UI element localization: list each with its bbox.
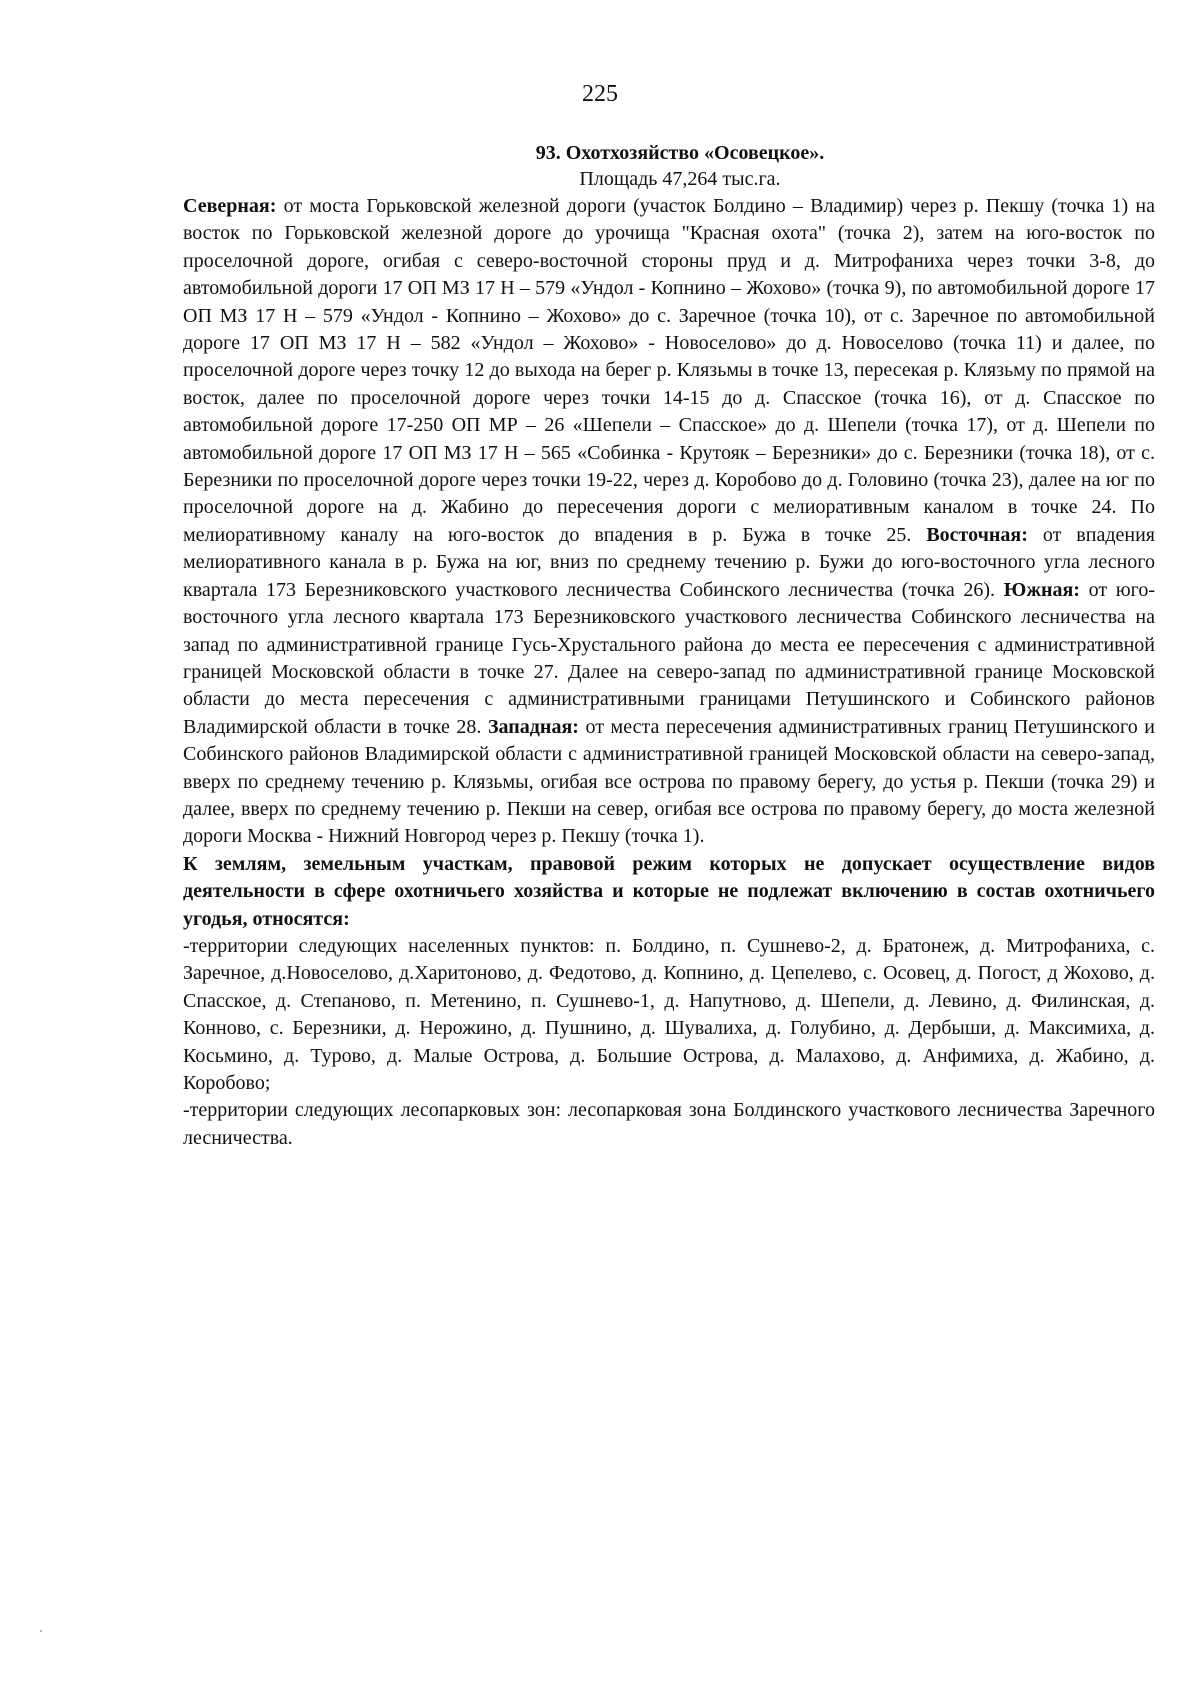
north-boundary-label: Северная: xyxy=(183,195,277,217)
section-title: 93. Охотхозяйство «Осовецкое». xyxy=(535,142,825,164)
south-boundary-text: от юго-восточного угла лесного квартала 173 Березниковского участкового лесничества Собинского лесничества на запад по административной границе Гусь-Хрустального района до места ее пересечения с административной границей Московской области в точке 27. Далее на северо-запад по административной границе Московской области до места пересечения с административными границами Петушинского и Собинского районов Владимирской области в точке 28. xyxy=(183,578,1155,738)
boundary-description xyxy=(183,193,1155,1152)
page-number: 225 xyxy=(582,81,618,107)
west-boundary-label: Западная: xyxy=(487,715,579,738)
restrictions-heading: К землям, земельным участкам, правовой режим которых не допускает осуществление видов деятельности в сфере охотничьего хозяйства и которые не подлежат включению в состав охотничьего угодья, относятся: xyxy=(183,852,1155,930)
area-line: Площадь 47,264 тыс.га. xyxy=(579,168,781,190)
east-boundary-text: от впадения мелиоративного канала в р. Бужа на юг, вниз по среднему течению р. Бужи до юго-восточного угла лесного квартала 173 Березниковского участкового лесничества Собинского лесничества (точка 26). xyxy=(183,523,1155,601)
south-boundary-label: Южная: xyxy=(1003,578,1080,601)
east-boundary-label: Восточная: xyxy=(926,523,1028,546)
restriction-item-settlements: -территории следующих населенных пунктов: п. Болдино, п. Сушнево-2, д. Братонеж, д. Митрофаниха, с. Заречное, д.Новоселово, д.Харитоново, д. Федотово, д. Копнино, д. Цепелево, с. Осовец, д. Погост, д Жохово, д. Спасское, д. Степаново, п. Метенино, п. Сушнево-1, д. Напутново, д. Шепели, д. Левино, д. Филинская, д. Конново, с. Березники, д. Нерожино, д. Пушнино, д. Шувалиха, д. Голубино, д. Дербыши, д. Максимиха, д. Косьмино, д. Турово, д. Малые Острова, д. Большие Острова, д. Малахово, д. Анфимиха, д. Жабино, д. Коробово; xyxy=(183,934,1155,1094)
scan-artifact xyxy=(40,1630,42,1632)
north-boundary-text: от моста Горьковской железной дороги (участок Болдино – Владимир) через р. Пекшу (точка 1) на восток по Горьковской железной дороге до урочища "Красная охота" (точка 2), затем на юго-восток по проселочной дороге, огибая с северо-восточной стороны пруд и д. Митрофаниха через точки 3-8, до автомобильной дороги 17 ОП МЗ 17 Н – 579 «Ундол - Копнино – Жохово» (точка 9), по автомобильной дороге 17 ОП МЗ 17 Н – 579 «Ундол - Копнино – Жохово» до с. Заречное (точка 10), от с. Заречное по автомобильной дороге 17 ОП МЗ 17 Н – 582 «Ундол – Жохово» - Новоселово» до д. Новоселово (точка 11) и далее, по проселочной дороге через точку 12 до выхода на берег р. Клязьмы в точке 13, пересекая р. Клязьму по прямой на восток, далее по проселочной дороге через точки 14-15 до д. Спасское (точка 16), от д. Спасское по автомобильной дороге 17-250 ОП МР – 26 «Шепели – Спасское» до д. Шепели (точка 17), от д. Шепели по автомобильной дороге 17 ОП МЗ 17 Н – 565 «Собинка - Крутояк – Березники» до с. Березники (точка 18), от с. Березники по проселочной дороге через точки 19-22, через д. Коробово до д. Головино (точка 23), далее на юг по проселочной дороге на д. Жабино до пересечения дороги с мелиоративным каналом в точке 24. По мелиоративному каналу на юго-восток до впадения в р. Бужа в точке 25. xyxy=(183,195,1155,546)
boundary-paragraph xyxy=(183,193,1155,851)
west-boundary-text: от места пересечения административных границ Петушинского и Собинского районов Владимирской области с административной границей Московской области на северо-запад, вверх по среднему течению р. Клязьмы, огибая все острова по правому берегу, до устья р. Пекши (точка 29) и далее, вверх по среднему течению р. Пекши на север, огибая все острова по правому берегу, до моста железной дороги Москва - Нижний Новгород через р. Пекшу (точка 1). xyxy=(183,715,1156,848)
heading-block xyxy=(0,140,1200,192)
restriction-item-forest-park: -территории следующих лесопарковых зон: лесопарковая зона Болдинского участкового лесничества Заречного лесничества. xyxy=(183,1099,1155,1149)
